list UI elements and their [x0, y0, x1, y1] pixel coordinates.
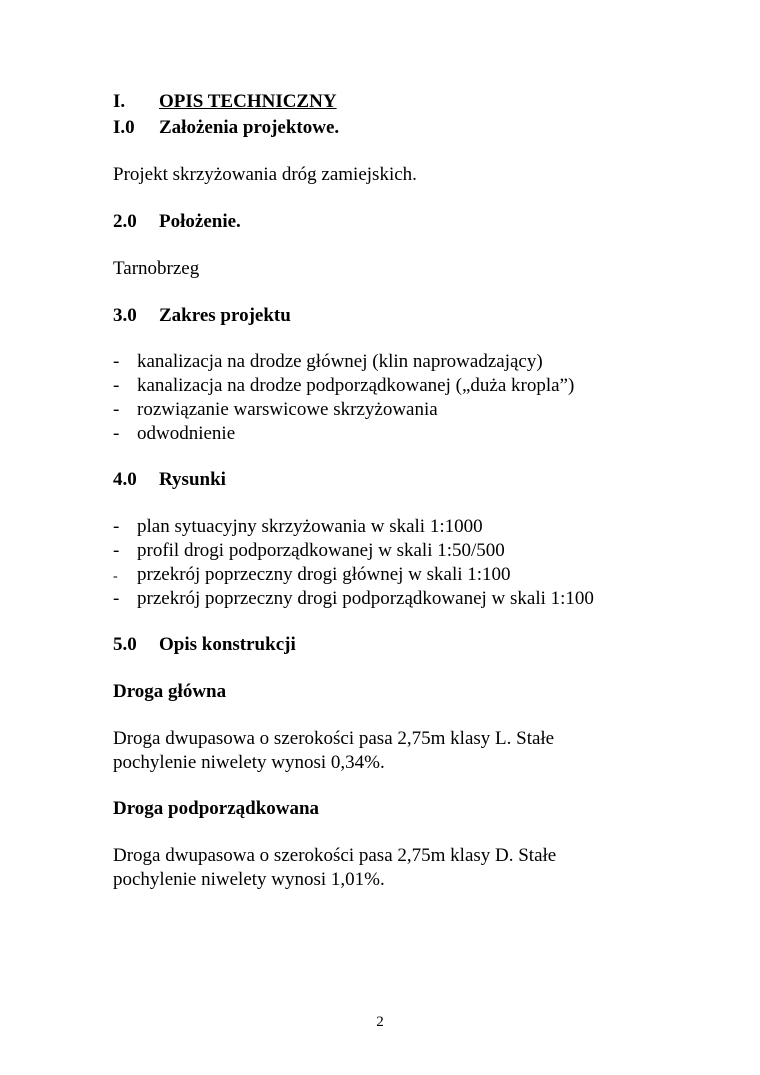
list-item: [113, 398, 438, 422]
section-title: Opis konstrukcji: [159, 634, 296, 655]
section-title: Założenia projektowe.: [159, 117, 340, 138]
list-bullet: -: [113, 375, 120, 396]
list-item-text: przekrój poprzeczny drogi podporządkowanej w skali 1:100: [137, 588, 594, 609]
section-heading-location: [113, 210, 241, 234]
document-heading: [113, 90, 337, 114]
section-title: Zakres projektu: [159, 305, 291, 326]
list-item: [113, 374, 574, 398]
list-item: [113, 350, 543, 374]
section-number: 5.0: [113, 634, 137, 655]
list-item-text: plan sytuacyjny skrzyżowania w skali 1:1000: [137, 516, 483, 537]
page-number: 2: [376, 1014, 384, 1030]
side-road-description-line: Droga dwupasowa o szerokości pasa 2,75m klasy D. Stałe: [113, 845, 557, 866]
list-item-text: kanalizacja na drodze głównej (klin naprowadzający): [137, 351, 543, 372]
side-road-description-line: pochylenie niwelety wynosi 1,01%.: [113, 869, 385, 890]
list-item: [113, 422, 235, 446]
section-heading-scope: [113, 304, 291, 328]
heading-roman-numeral: I.: [113, 91, 126, 112]
list-item: [113, 515, 483, 539]
section-number: 4.0: [113, 469, 137, 490]
list-item-text: rozwiązanie warswicowe skrzyżowania: [137, 399, 438, 420]
subheading-main-road: Droga główna: [113, 681, 227, 702]
section-heading-assumptions: [113, 116, 339, 140]
list-item: [113, 563, 511, 589]
section-title: Położenie.: [159, 211, 241, 232]
section-number: 3.0: [113, 305, 137, 326]
section-title: Rysunki: [159, 469, 226, 490]
section-number: 2.0: [113, 211, 137, 232]
section-heading-drawings: [113, 468, 226, 492]
assumptions-text: Projekt skrzyżowania dróg zamiejskich.: [113, 164, 417, 185]
list-item: [113, 539, 505, 563]
main-road-description-line: pochylenie niwelety wynosi 0,34%.: [113, 752, 385, 773]
list-bullet: -: [113, 423, 120, 444]
list-bullet: -: [113, 588, 120, 609]
list-bullet: -: [113, 540, 120, 561]
heading-title: OPIS TECHNICZNY: [159, 91, 337, 112]
section-number: I.0: [113, 117, 135, 138]
location-text: Tarnobrzeg: [113, 258, 200, 279]
list-bullet: -: [113, 351, 120, 372]
subheading-side-road: Droga podporządkowana: [113, 798, 320, 819]
list-bullet: -: [113, 569, 118, 584]
list-item-text: przekrój poprzeczny drogi głównej w skali 1:100: [137, 564, 511, 585]
list-item-text: odwodnienie: [137, 423, 236, 444]
main-road-description-line: Droga dwupasowa o szerokości pasa 2,75m klasy L. Stałe: [113, 728, 555, 749]
list-item-text: profil drogi podporządkowanej w skali 1:50/500: [137, 540, 505, 561]
list-item: [113, 587, 594, 611]
list-item-text: kanalizacja na drodze podporządkowanej („duża kropla”): [137, 375, 575, 396]
section-heading-construction: [113, 633, 296, 657]
list-bullet: -: [113, 399, 120, 420]
list-bullet: -: [113, 516, 120, 537]
